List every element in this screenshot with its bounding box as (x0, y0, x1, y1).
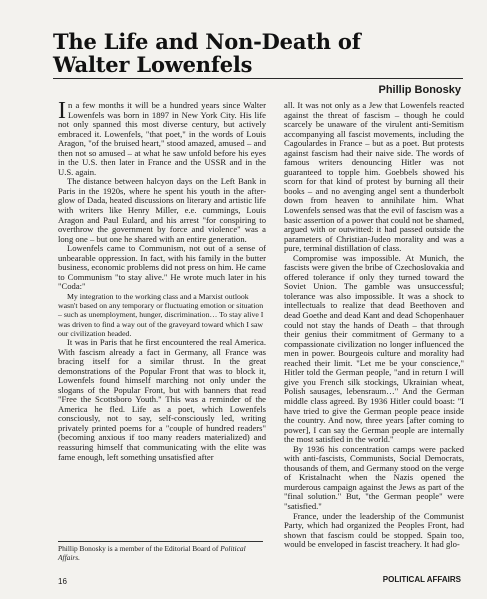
paragraph: Lowenfels came to Communism, not out of a sense of unbearable oppression. In fact, with his family in the butter business, economic problems did not press on him. He came to Communism "to stay alive." He wrote much later in his "Coda:" (58, 243, 266, 292)
paragraph: It was in Paris that he first encountered the real America. With fascism already a fact in Germany, all France was bracing itself for a similar thrust. In the great demonstrations of the Popular Front that was to block it, Lowenfels found himself marching not only under the slogans of the Popular Front, but with banners that read "Free the Scottsboro Youth." This was a reminder of the America he fled. Life as a poet, which Lowenfels consciously, not to say, self-consciously led, writing privately printed poems for a "couple of hundred readers" (becoming anxious if too many readers materialized) and reassuring himself that communicating with the elite was fame enough, left something unsatisfied after (58, 336, 266, 462)
footnote-journal: Political Affairs. (58, 544, 246, 562)
title-line-2: Walter Lowenfels (53, 52, 253, 77)
paragraph: Compromise was impossible. At Munich, the fascists were given the bribe of Czechoslovakia and offered tolerance if only they turned toward the Soviet Union. The gamble was unsuccessful; tolerance was also impossible. It was a shock to intellectuals to realize that dead Beethoven and dead Goethe and dead Kant and dead Schopenhauer could not stay the hands of Death – that through their genius their commitment of Germany to a compassionate civilization no longer influenced the men in power. Bourgeois culture and morality had reached their limit. "Let me be your conscience," Hitler told the German people, "and in return I will give you French silk stockings, Ukrainian wheat, Polish sausages, lebensraum…" And the German middle class agreed. By 1936 Hitler could boast: "I have tried to give the German people peace inside the country. And now, three years [after coming to power], I can say the German people are internally the most satisfied in the world." (284, 252, 464, 445)
journal-name: POLITICAL AFFAIRS (382, 575, 461, 584)
paragraph: all. It was not only as a Jew that Lowenfels reacted against the threat of fascism – though he could scarcely be unaware of the virulent anti-Semitism accompanying all fascist movements, including the Cagoulardes in France – but as a poet. But protests against fascism had their naive side. The words of famous writers denouncing Hitler was not guaranteed to topple him. Goebbels showed his scorn for that kind of protest by burning all their books – and no avenging angel sent a thunderbolt down from heaven to annihilate him. What Lowenfels sensed was that the evil of fascism was a basic assertion of a power that could not be shamed, argued with or outwitted: it had passed outside the parameters of Christian-Judeo morality and was a pure, terminal distillation of class. (284, 100, 464, 254)
paragraph: France, under the leadership of the Communist Party, which had organized the Peoples Front, had shown that fascism could be stopped. Spain too, would be enveloped in fascist treachery. It had glo- (284, 510, 464, 550)
page-number: 16 (58, 577, 67, 586)
footnote-text: Phillip Bonosky is a member of the Editorial Board of (58, 544, 219, 553)
block-quote: My integration to the working class and a Marxist outlook wasn't based on any temporary or fluctuating emotion or situation – such as unemployment, hunger, discrimination… To stay alive I was driven to find a way out of the graveyard toward which I saw our civilization headed. (58, 291, 264, 338)
paragraph-text: n a few months it will be a hundred years since Walter Lowenfels was born in 1897 in New York City. His life not only spanned this most diverse century, but actively embraced it. Lowenfels, "that poet," in the words of Louis Aragon, "of the bruised heart," stood amazed, amused – and then not so amused – at what he saw unfold before his eyes in the U.S. then later in France and the USSR and in the U.S. again. (58, 100, 266, 177)
right-column (284, 101, 464, 550)
paragraph (58, 98, 266, 177)
title-rule (53, 78, 463, 79)
author-byline: Phillip Bonosky (378, 84, 461, 96)
article-title (53, 30, 453, 76)
left-column (58, 98, 266, 462)
author-footnote (58, 545, 266, 562)
paragraph: By 1936 his concentration camps were packed with anti-fascists, Communists, Social Democrats, thousands of them, and Germany stood on the verge of Kristalnacht when the Nazis opened the murderous campaign against the Jews as part of the "final solution." But, "the German people" were "satisfied." (284, 443, 464, 511)
title-line-1: The Life and Non-Death of (53, 29, 361, 54)
footnote-rule (58, 541, 263, 542)
drop-cap: I (58, 98, 66, 124)
paragraph: The distance between halcyon days on the Left Bank in Paris in the 1920s, where he spent his youth in the after-glow of Dada, heated discussions on literary and artistic life with writers like Henry Miller, e.e. cummings, Louis Aragon and Paul Eulard, and his arrest "for conspiring to overthrow the government by force and violence" was a long one – but one he shared with an entire generation. (58, 176, 266, 244)
